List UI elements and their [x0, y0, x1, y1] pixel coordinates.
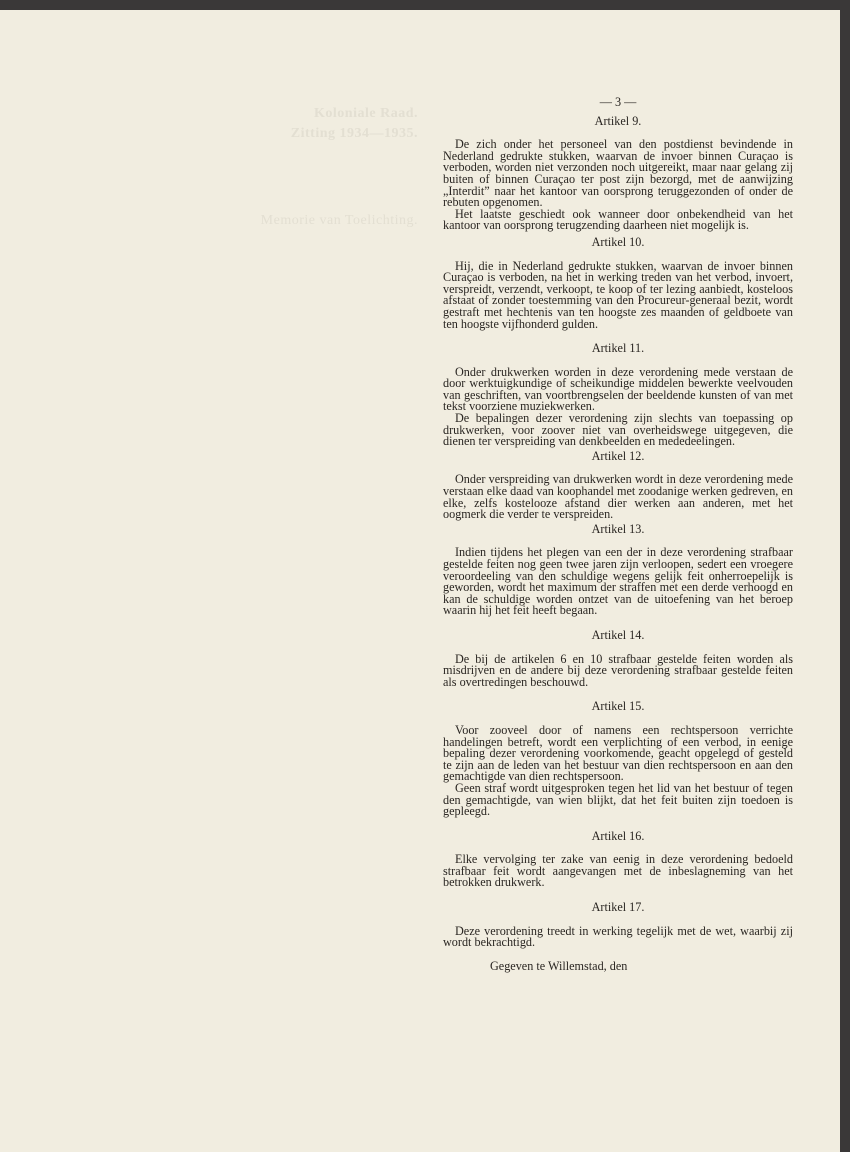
article-paragraph: De zich onder het personeel van den postdienst bevindende in Nederland gedrukte stukken, waarvan de invoer binnen Curaçao is verboden, worden niet verzonden noch uitgereikt, maar naar gelang zij buiten of binnen Curaçao ter post zijn bezorgd, met de aanwijzing „Interdit” naar het kantoor van oorsprong teruggezonden of onder de rebuten opgenomen.: [443, 137, 793, 210]
article-heading: Artikel 17.: [591, 900, 645, 915]
article-heading: Artikel 11.: [591, 341, 645, 356]
article-paragraph: Elke vervolging ter zake van eenig in deze verordening bedoeld strafbaar feit wordt aangevangen met de inbeslagneming van het betrokken drukwerk.: [443, 852, 793, 890]
article-heading: Artikel 10.: [591, 234, 645, 249]
article-heading: Artikel 13.: [591, 521, 645, 536]
page-number: — 3 —: [599, 95, 637, 109]
article-paragraph: De bepalingen dezer verordening zijn slechts van toepassing op drukwerken, voor zoover niet van overheidswege uitgegeven, die dienen ter verspreiding van denkbeelden en mededeelingen.: [443, 411, 793, 449]
article-heading: Artikel 9.: [594, 113, 642, 128]
document-page: [0, 10, 840, 1152]
closing-line: Gegeven te Willemstad, den: [490, 958, 628, 973]
article-heading: Artikel 15.: [591, 699, 645, 714]
article-paragraph: De bij de artikelen 6 en 10 strafbaar gestelde feiten worden als misdrijven en de andere bij deze verordening strafbaar gestelde feiten als overtredingen beschouwd.: [443, 651, 793, 689]
article-paragraph: Onder drukwerken worden in deze verordening mede verstaan de door werktuigkundige of scheikundige middelen bewerkte veelvouden van geschriften, van voortbrengselen der beeldende kunsten of van met tekst voorziene muziekwerken.: [443, 364, 793, 414]
article-heading: Artikel 12.: [591, 448, 645, 463]
article-paragraph: Het laatste geschiedt ook wanneer door onbekendheid van het kantoor van oorsprong terugzending daarheen niet mogelijk is.: [443, 206, 793, 233]
article-paragraph: Geen straf wordt uitgesproken tegen het lid van het bestuur of tegen den gemachtigde, van wien blijkt, dat het feit buiten zijn toedoen is gepleegd.: [443, 780, 793, 819]
article-paragraph: Deze verordening treedt in werking tegelijk met de wet, waarbij zij wordt bekrachtigd.: [443, 923, 793, 950]
article-paragraph: Voor zooveel door of namens een rechtspersoon verrichte handelingen betreft, wordt een verplichting of een verbod, in eenige bepaling dezer verordening voorkomende, geacht opgelegd of gesteld te zijn aan de leden van het bestuur van dien rechtspersoon en aan den gemachtigde van dien rechtspersoon.: [443, 722, 793, 784]
bleed-through-text: Koloniale Raad.: [314, 106, 418, 121]
article-heading: Artikel 16.: [591, 828, 645, 843]
article-paragraph: Onder verspreiding van drukwerken wordt in deze verordening mede verstaan elke daad van koophandel met zoodanige werken gedreven, en elke, zelfs kostelooze afstand dier werken aan anderen, met het oogmerk die verder te verspreiden.: [443, 472, 793, 522]
article-paragraph: Hij, die in Nederland gedrukte stukken, waarvan de invoer binnen Curaçao is verboden, na het in werking treden van het verbod, invoert, verspreidt, verzendt, verkoopt, te koop of ter lezing aanbiedt, kosteloos afstaat of zonder toestemming van den Procureur-generaal bezit, wordt gestraft met hechtenis van ten hoogste zes maanden of geldboete van ten hoogste vijfhonderd gulden.: [443, 258, 793, 331]
bleed-through-text: Memorie van Toelichting.: [260, 213, 418, 228]
article-paragraph: Indien tijdens het plegen van een der in deze verordening strafbaar gestelde feiten nog geen twee jaren zijn verloopen, sedert een vroegere veroordeeling van den schuldige wegens gelijk feit onherroepelijk is geworden, wordt het maximum der straffen met een derde verhoogd en kan de schuldige worden ontzet van de uitoefening van het beroep waarin hij het feit heeft begaan.: [443, 545, 793, 618]
article-heading: Artikel 14.: [591, 627, 645, 642]
text-column: [443, 97, 793, 972]
bleed-through-text: Zitting 1934—1935.: [290, 126, 418, 141]
